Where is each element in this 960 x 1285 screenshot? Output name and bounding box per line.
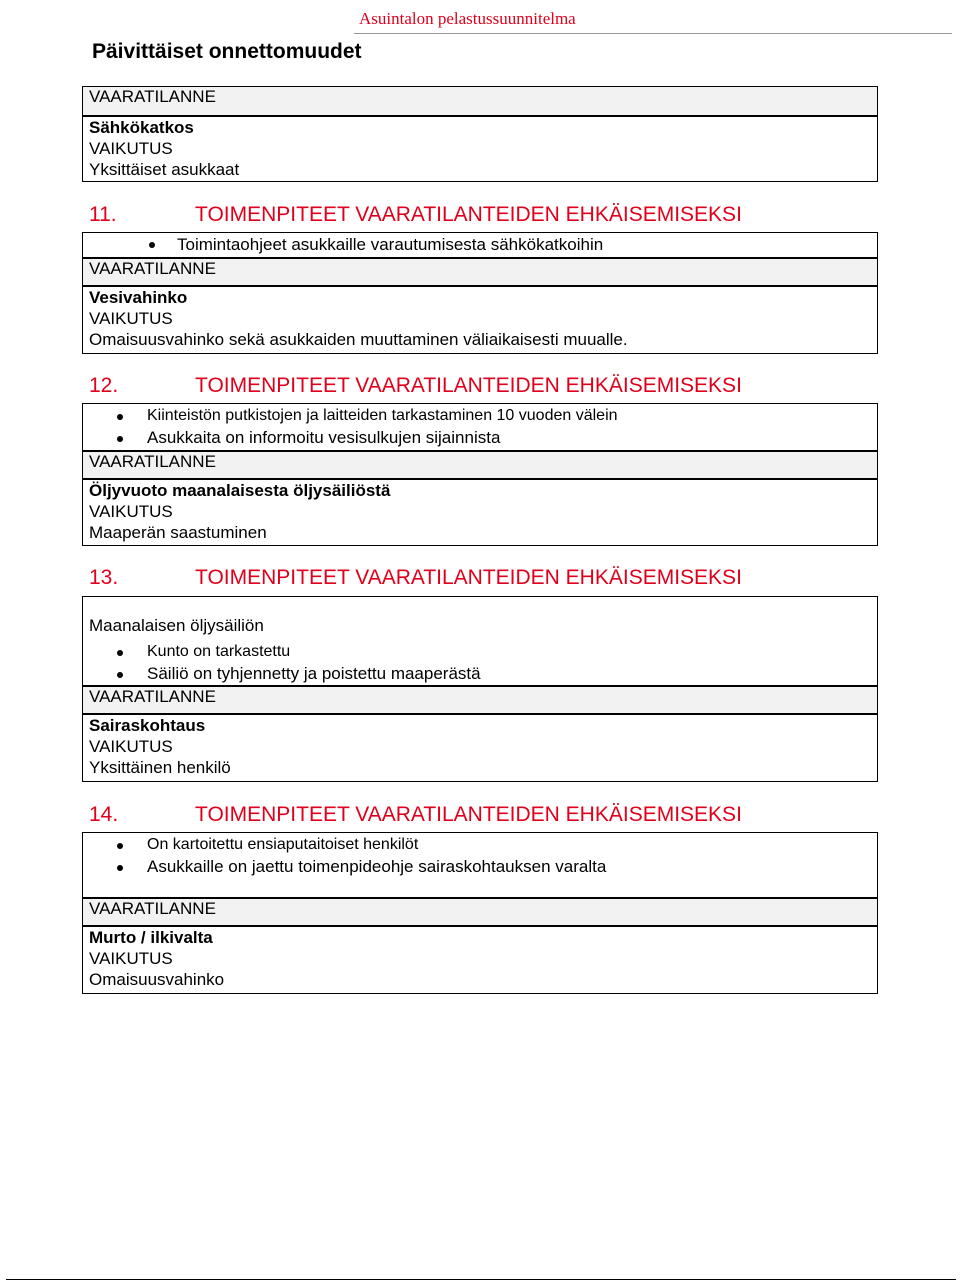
hazard-value: Öljyvuoto maanalaisesta öljysäiliöstä	[89, 481, 391, 500]
hazard-value: Vesivahinko	[89, 288, 188, 307]
hazard-label: VAARATILANNE	[83, 897, 877, 927]
effect-value: Omaisuusvahinko	[89, 970, 225, 989]
list-item: Kiinteistön putkistojen ja laitteiden tarkastaminen 10 vuoden välein	[83, 405, 877, 427]
hazard-label: VAARATILANNE	[83, 87, 877, 117]
section-title: TOIMENPITEET VAARATILANTEIDEN EHKÄISEMISEKSI	[195, 203, 742, 226]
effect-label: VAIKUTUS	[89, 139, 173, 158]
document-header-title: Asuintalon pelastussuunnitelma	[359, 9, 576, 28]
hazard-box-1	[82, 86, 878, 182]
section-number: 12.	[89, 374, 119, 397]
list-item: Asukkaille on jaettu toimenpideohje sairaskohtauksen varalta	[83, 856, 877, 878]
hazard-label: VAARATILANNE	[83, 685, 877, 715]
section-title: TOIMENPITEET VAARATILANTEIDEN EHKÄISEMISEKSI	[195, 566, 742, 589]
effect-value: Omaisuusvahinko sekä asukkaiden muuttaminen väliaikaisesti muualle.	[89, 330, 628, 349]
header-divider	[354, 33, 952, 34]
list-item: Toimintaohjeet asukkaille varautumisesta sähkökatkoihin	[83, 233, 877, 257]
section-number: 13.	[89, 566, 119, 589]
effect-label: VAIKUTUS	[89, 502, 173, 521]
hazard-label: VAARATILANNE	[83, 450, 877, 480]
hazard-box-2	[82, 232, 878, 354]
hazard-label: VAARATILANNE	[83, 257, 877, 287]
section-number: 14.	[89, 803, 119, 826]
effect-label: VAIKUTUS	[89, 737, 173, 756]
effect-value: Maaperän saastuminen	[89, 523, 267, 542]
section-heading-13	[89, 566, 742, 590]
section-title: TOIMENPITEET VAARATILANTEIDEN EHKÄISEMISEKSI	[195, 374, 742, 397]
effect-value: Yksittäinen henkilö	[89, 758, 231, 777]
page-bottom-divider	[6, 1279, 956, 1280]
section-title: TOIMENPITEET VAARATILANTEIDEN EHKÄISEMISEKSI	[195, 803, 742, 826]
page-title: Päivittäiset onnettomuudet	[92, 40, 362, 63]
list-item: Kunto on tarkastettu	[83, 641, 877, 663]
section-number: 11.	[89, 203, 117, 226]
effect-value: Yksittäiset asukkaat	[89, 160, 240, 179]
section-heading-12	[89, 374, 742, 398]
effect-label: VAIKUTUS	[89, 309, 173, 328]
intro-text: Maanalaisen öljysäiliön	[89, 616, 264, 635]
hazard-box-3	[82, 403, 878, 546]
effect-label: VAIKUTUS	[89, 949, 173, 968]
hazard-box-5	[82, 832, 878, 994]
hazard-value: Sähkökatkos	[89, 118, 194, 137]
hazard-box-4	[82, 596, 878, 782]
hazard-value: Murto / ilkivalta	[89, 928, 213, 947]
list-item: Säiliö on tyhjennetty ja poistettu maaperästä	[83, 663, 877, 685]
list-item: On kartoitettu ensiaputaitoiset henkilöt	[83, 834, 877, 856]
list-item: Asukkaita on informoitu vesisulkujen sijainnista	[83, 427, 877, 449]
hazard-value: Sairaskohtaus	[89, 716, 206, 735]
section-heading-14	[89, 803, 742, 827]
section-heading-11	[89, 203, 742, 227]
